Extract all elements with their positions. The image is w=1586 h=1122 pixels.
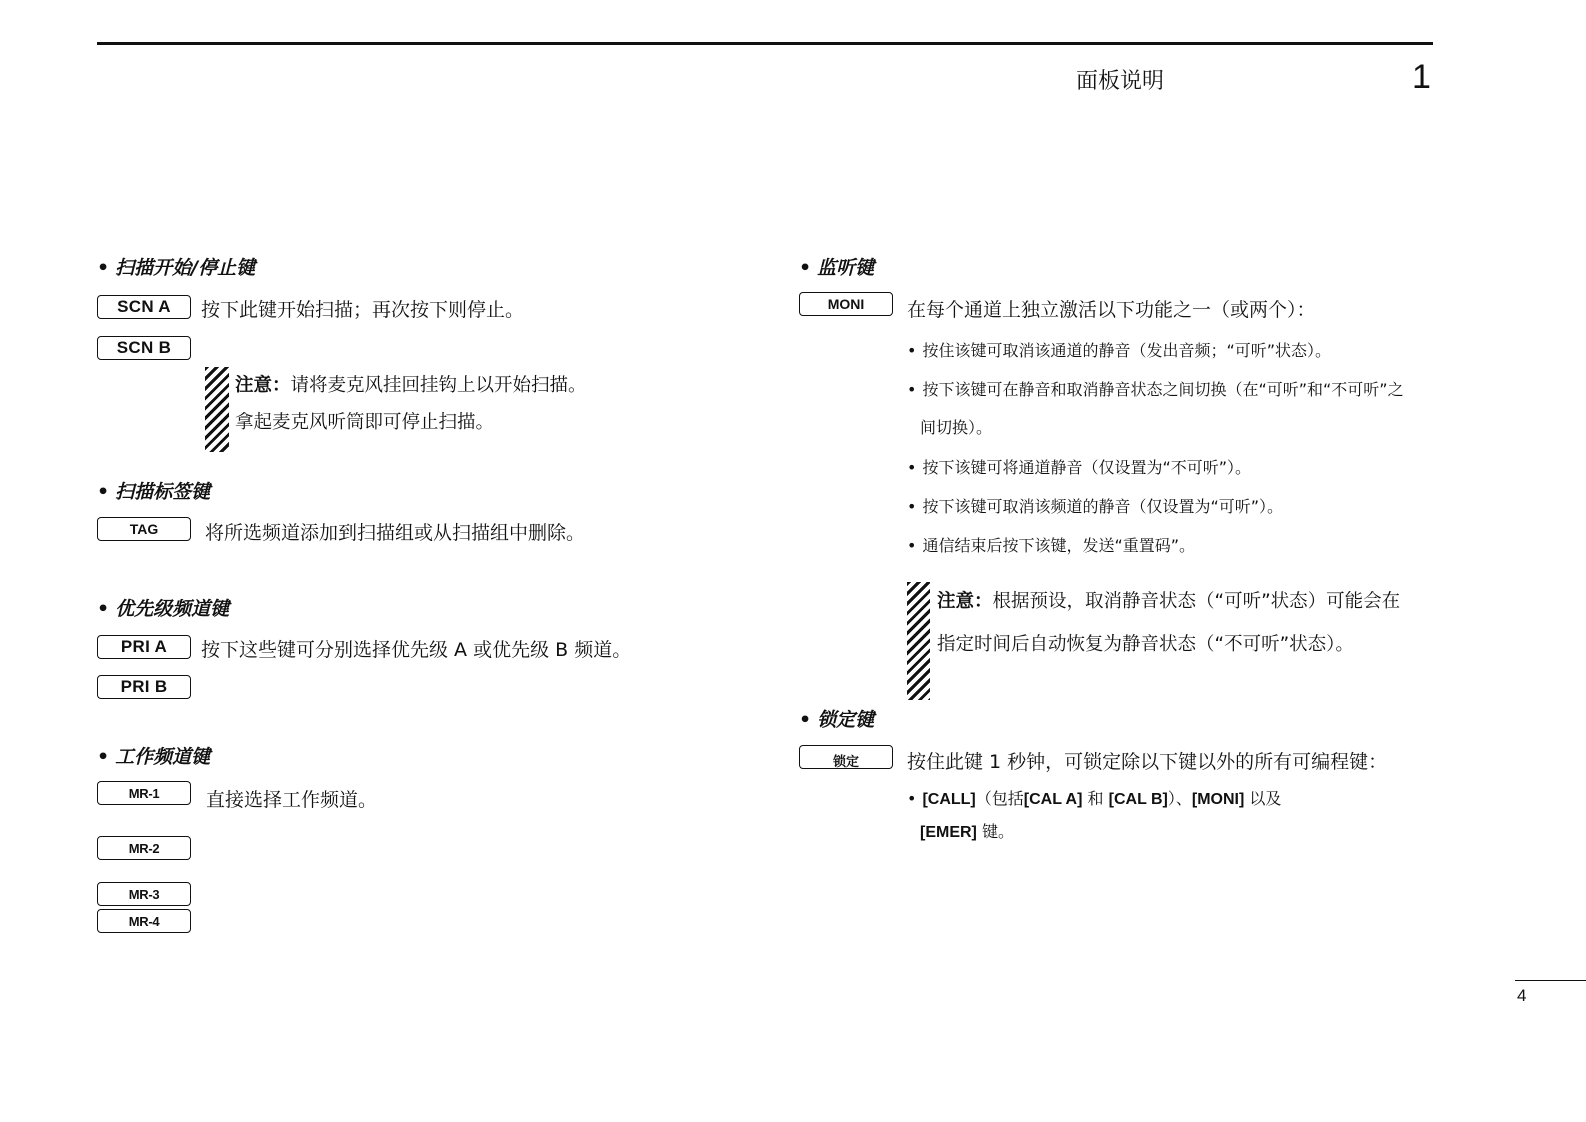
bullet-dot: •: [97, 481, 110, 503]
scn-a-key: SCN A: [97, 295, 191, 319]
lock-key-description: 按住此键 1 秒钟，可锁定除以下键以外的所有可编程键：: [907, 751, 1388, 773]
exception-text: ）、: [1167, 789, 1192, 808]
monitor-bullet-3: [907, 455, 1251, 478]
mr-2-key: MR-2: [97, 836, 191, 860]
exception-text: 以及: [1249, 789, 1282, 808]
mr-3-key: MR-3: [97, 882, 191, 906]
memory-key-description: 直接选择工作频道。: [206, 789, 378, 811]
bullet-text: 按下该键可将通道静音（仅设置为“不可听”）。: [922, 458, 1252, 477]
bullet-dot: •: [907, 458, 917, 477]
note-hatch-marker: [907, 582, 930, 700]
monitor-bullet-1: [907, 338, 1331, 361]
bullet-dot: •: [907, 536, 917, 555]
monitor-note-line1: [937, 587, 1400, 613]
scan-note-line1: [235, 371, 587, 397]
moni-key-ref: [MONI]: [1191, 791, 1245, 808]
bullet-dot: •: [799, 257, 812, 279]
note-hatch-marker: [205, 367, 229, 452]
bullet-text: 通信结束后按下该键，发送“重置码”。: [922, 536, 1196, 555]
footer-rule: [1515, 980, 1586, 981]
memory-heading-text: 工作频道键: [115, 746, 211, 768]
monitor-bullet-2-continued: 间切换）。: [920, 418, 993, 437]
pri-b-key: PRI B: [97, 675, 191, 699]
chapter-number: 1: [1412, 58, 1431, 96]
scan-note-line2: 拿起麦克风听筒即可停止扫描。: [235, 412, 495, 433]
monitor-bullet-2: [907, 377, 1404, 400]
section-heading-memory: [97, 742, 210, 769]
tag-heading-text: 扫描标签键: [115, 481, 211, 503]
bullet-dot: •: [907, 380, 917, 399]
call-key-ref: [CALL]: [922, 791, 976, 808]
bullet-text: 按下该键可在静音和取消静音状态之间切换（在“可听”和“不可听”之: [922, 380, 1404, 399]
bullet-text: 按住该键可取消该通道的静音（发出音频；“可听”状态）。: [922, 341, 1332, 360]
lock-heading-text: 锁定键: [817, 709, 875, 731]
note-text: 根据预设，取消静音状态（“可听”状态）可能会在: [992, 591, 1401, 612]
bullet-dot: •: [799, 709, 812, 731]
scn-b-key: SCN B: [97, 336, 191, 360]
exception-text: 键。: [981, 822, 1014, 841]
priority-heading-text: 优先级频道键: [115, 598, 230, 620]
exception-text: （包括: [975, 789, 1024, 808]
monitor-note-line2: 指定时间后自动恢复为静音状态（“不可听”状态）。: [937, 634, 1354, 655]
bullet-dot: •: [907, 341, 917, 360]
note-label: 注意：: [235, 375, 291, 396]
note-label: 注意：: [937, 591, 993, 612]
priority-key-description: 按下这些键可分别选择优先级 A 或优先级 B 频道。: [201, 639, 632, 661]
moni-key: MONI: [799, 292, 893, 316]
cal-a-key-ref: [CAL A]: [1023, 791, 1083, 808]
scan-heading-text: 扫描开始/停止键: [115, 257, 256, 279]
page-number: 4: [1517, 986, 1527, 1005]
scan-key-description: 按下此键开始扫描；再次按下则停止。: [201, 299, 525, 321]
lock-key: 锁定: [799, 745, 893, 769]
bullet-text: 按下该键可取消该频道的静音（仅设置为“可听”）。: [922, 497, 1284, 516]
bullet-dot: •: [97, 746, 110, 768]
bullet-dot: •: [907, 789, 917, 808]
monitor-bullet-5: [907, 533, 1195, 556]
pri-a-key: PRI A: [97, 635, 191, 659]
emer-key-ref: [EMER]: [920, 824, 977, 841]
lock-exceptions-line2: [920, 819, 1014, 842]
monitor-key-description: 在每个通道上独立激活以下功能之一（或两个）：: [907, 299, 1316, 321]
bullet-dot: •: [97, 598, 110, 620]
cal-b-key-ref: [CAL B]: [1108, 791, 1168, 808]
mr-1-key: MR-1: [97, 781, 191, 805]
exception-text: 和: [1087, 789, 1104, 808]
bullet-dot: •: [907, 497, 917, 516]
section-heading-priority: [97, 594, 229, 621]
section-heading-scan: [97, 253, 255, 280]
note-text: 请将麦克风挂回挂钩上以开始扫描。: [290, 375, 587, 396]
section-heading-monitor: [799, 253, 874, 280]
tag-key: TAG: [97, 517, 191, 541]
page-header-title: 面板说明: [1076, 69, 1165, 94]
section-heading-tag: [97, 477, 210, 504]
section-heading-lock: [799, 705, 874, 732]
lock-exceptions-line1: [907, 786, 1281, 809]
monitor-bullet-4: [907, 494, 1283, 517]
tag-key-description: 将所选频道添加到扫描组或从扫描组中删除。: [205, 522, 586, 544]
mr-4-key: MR-4: [97, 909, 191, 933]
bullet-dot: •: [97, 257, 110, 279]
monitor-heading-text: 监听键: [817, 257, 875, 279]
header-rule: [97, 42, 1433, 45]
